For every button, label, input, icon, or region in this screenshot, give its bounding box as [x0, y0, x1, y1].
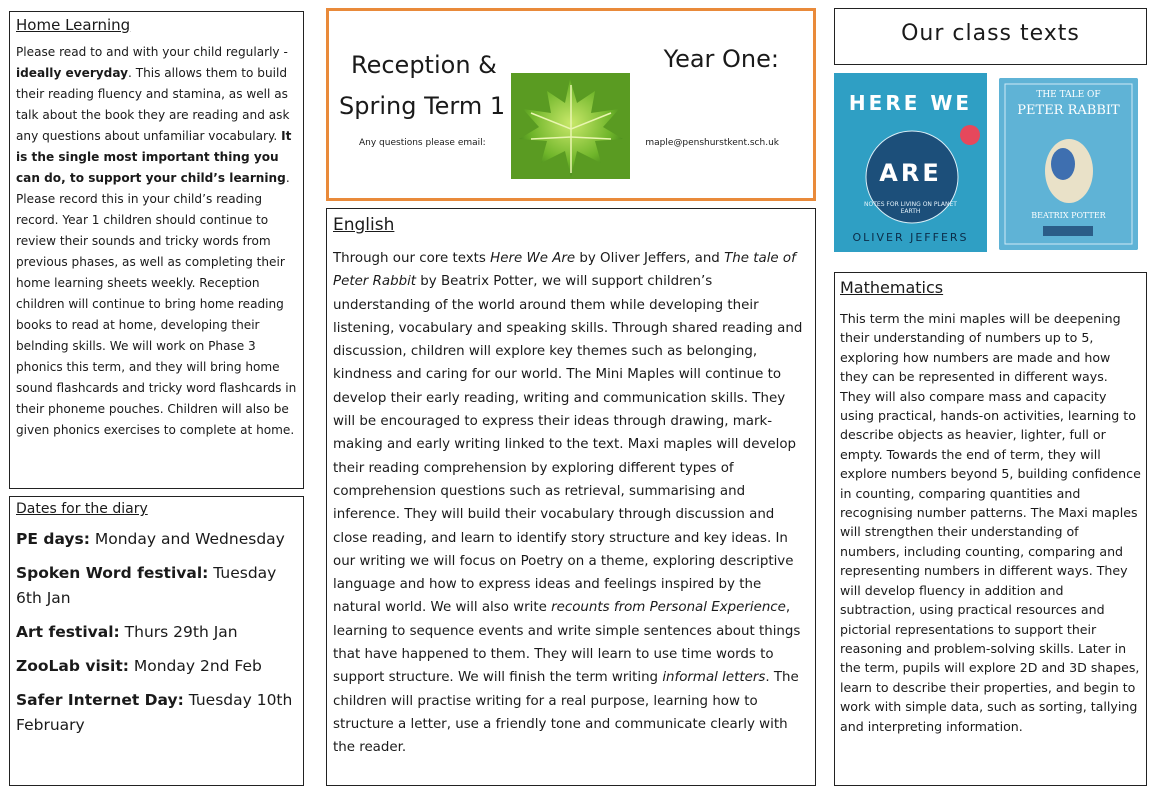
maths-text: This term the mini maples will be deepening their understanding of numbers up to 5, exploring how numbers are made and how they can be represented in different ways. They will also compare mass and capacity using practical, hands-on activities, learning to describe objects as heavier, lighter, full or empty. Towards the end of term, they will explore numbers beyond 5, building confidence in counting, comparing quantities and recognising number patterns. The Maxi maples will strengthen their understanding of numbers, including counting, comparing and representing numbers in different ways. They will develop fluency in addition and subtraction, using practical resources and pictorial representations to support their reasoning and problem-solving skills. Later in the term, pupils will explore 2D and 3D shapes, learn to describe their properties, and begin to work with simple data, such as sorting, tallying and interpreting information.	[840, 311, 1141, 734]
english-text: Through our core texts Here We Are by Oliver Jeffers, and The tale of Peter Rabbit by Beatrix Potter, we will support children’s understanding of the world around them while developing their listening, vocabulary and speaking skills. Through shared reading and discussion, children will explore key themes such as belonging, kindness and caring for our world. The Mini Maples will continue to develop their early reading, writing and communication skills. They will be encouraged to express their ideas through drawing, mark-making and early writing linked to the text. Maxi maples will develop their reading comprehension by exploring different types of comprehension questions such as retrieval, summarising and inference. They will build their vocabulary through discussion and close reading, and learn to identify story structure and key ideas. In our writing we will focus on Poetry on a theme, exploring descriptive language and how to express ideas and feelings inspired by the natural world. We will also write recounts from Personal Experience, learning to sequence events and write simple sentences about things that have happened to them. They will learn to use time words to support structure. We will finish the term writing informal letters. The children will practise writing for a real purpose, learning how to structure a letter, use a friendly tone and communicate clearly with the reader.	[333, 251, 803, 756]
book2-author: BEATRIX POTTER	[1031, 211, 1106, 220]
title-panel	[326, 8, 816, 201]
class-texts-panel	[834, 8, 1147, 65]
maths-heading: Mathematics	[840, 278, 944, 297]
home-learning-text: Please read to and with your child regularly - ideally everyday. This allows them to build their reading fluency and stamina, as well as talk about the book they are reading and ask any questions about unfamiliar vocabulary. It is the single most important thing you can do, to support your child’s learning. Please record this in your child’s reading record. Year 1 children should continue to review their sounds and tricky words from previous phases, as well as completing their home learning sheets weekly. Reception children will continue to bring home reading books to read at home, developing their belnding skills. We will work on Phase 3 phonics this term, and they will bring home sound flashcards and tricky word flashcards in their phoneme pouches. Children will also be given phonics exercises to complete at home.	[16, 45, 297, 437]
book2-title-top: THE TALE OF	[1036, 90, 1101, 100]
class-texts-heading: Our class texts	[901, 21, 1080, 46]
date-item: Art festival: Thurs 29th Jan	[16, 623, 238, 641]
english-heading: English	[333, 215, 395, 235]
maple-leaf-image	[511, 73, 630, 179]
page-title	[339, 45, 505, 127]
title-line-2: Spring Term 1	[339, 92, 506, 120]
title-year: Year One:	[663, 45, 779, 73]
dates-heading: Dates for the diary	[16, 501, 148, 517]
date-item: Spoken Word festival: Tuesday 6th Jan	[16, 564, 277, 607]
date-item: ZooLab visit: Monday 2nd Feb	[16, 657, 262, 675]
book1-title-line1: HERE WE	[848, 91, 973, 115]
book2-title-main: PETER RABBIT	[1017, 103, 1120, 118]
title-line-1: Reception &	[351, 51, 497, 79]
english-panel	[326, 208, 816, 786]
maths-panel	[834, 272, 1147, 786]
questions-label: Any questions please email:	[359, 138, 486, 148]
home-learning-panel	[9, 11, 304, 489]
book-cover-peter-rabbit	[999, 78, 1138, 250]
book-cover-here-we-are	[834, 73, 987, 252]
dates-panel	[9, 496, 304, 786]
date-item: Safer Internet Day: Tuesday 10th February	[16, 691, 293, 734]
book1-title-line2: ARE	[879, 159, 942, 187]
book1-author: OLIVER JEFFERS	[852, 231, 969, 244]
book1-subtitle: NOTES FOR LIVING ON PLANET EARTH	[864, 201, 957, 215]
home-learning-heading: Home Learning	[16, 16, 131, 34]
date-item: PE days: Monday and Wednesday	[16, 530, 285, 548]
contact-email[interactable]: maple@penshurstkent.sch.uk	[645, 138, 779, 148]
